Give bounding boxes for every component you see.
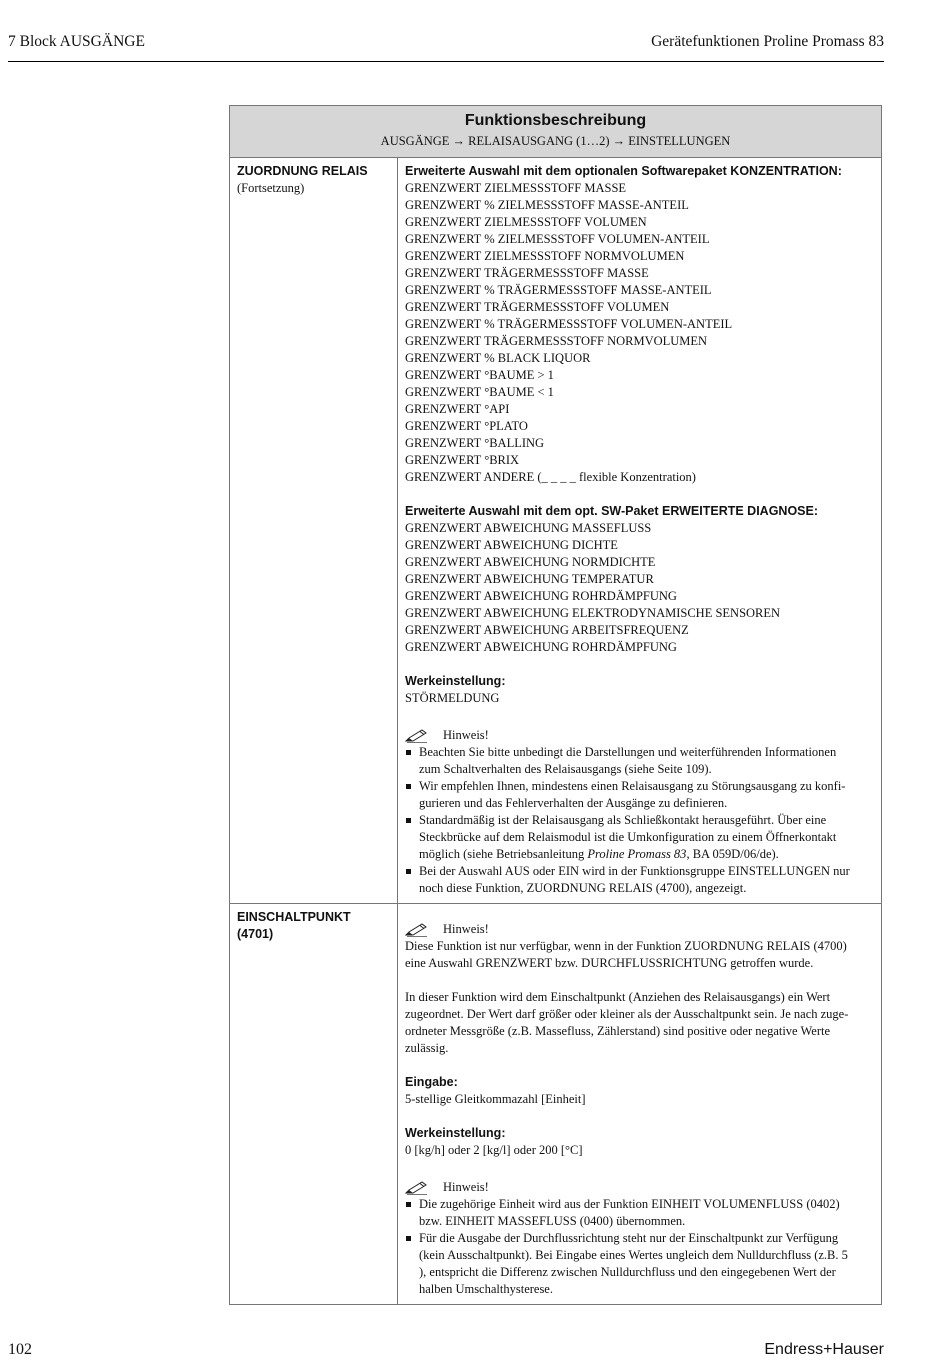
pencil-icon <box>405 729 429 743</box>
note-text: Standardmäßig ist der Relaisausgang als Schließkontakt herausgeführt. Über eine <box>419 813 827 827</box>
note-text: eine Auswahl GRENZWERT bzw. DURCHFLUSSRICHTUNG getroffen wurde. <box>405 956 814 970</box>
default-value: 0 [kg/h] oder 2 [kg/l] oder 200 [°C] <box>405 1143 583 1157</box>
note-text: gurieren und das Fehlerverhalten der Ausgänge zu definieren. <box>419 796 728 810</box>
option-item: GRENZWERT TRÄGERMESSSTOFF MASSE <box>405 266 649 280</box>
list-item <box>405 863 875 897</box>
pencil-icon <box>405 923 429 937</box>
note-text: Bei der Auswahl AUS oder EIN wird in der Funktionsgruppe EINSTELLUNGEN nur <box>419 864 850 878</box>
option-item: GRENZWERT ZIELMESSSTOFF VOLUMEN <box>405 215 647 229</box>
list-item <box>405 812 875 863</box>
table-row <box>230 158 881 904</box>
note-text: Diese Funktion ist nur verfügbar, wenn in der Funktion ZUORDNUNG RELAIS (4700) <box>405 939 847 953</box>
diagnose-heading: Erweiterte Auswahl mit dem opt. SW-Paket ERWEITERTE DIAGNOSE: <box>405 504 819 518</box>
option-item: GRENZWERT °API <box>405 402 510 416</box>
note-list <box>405 744 875 897</box>
option-item: GRENZWERT ABWEICHUNG ARBEITSFREQUENZ <box>405 623 689 637</box>
option-item: GRENZWERT % ZIELMESSSTOFF MASSE-ANTEIL <box>405 198 689 212</box>
chapter-header: 7 Block AUSGÄNGE <box>8 33 145 50</box>
function-code: (4701) <box>237 927 274 941</box>
note-label: Hinweis! <box>443 922 489 936</box>
function-name-cell <box>230 158 398 903</box>
note-list <box>405 1196 875 1298</box>
table-title: Funktionsbeschreibung <box>464 112 647 129</box>
note-text-part: möglich (siehe Betriebsanleitung <box>419 847 588 861</box>
function-description-cell <box>398 158 881 903</box>
input-value: 5-stellige Gleitkommazahl [Einheit] <box>405 1092 586 1106</box>
function-table <box>229 105 882 1305</box>
description-text: zugeordnet. Der Wert darf größer oder kleiner als der Ausschaltpunkt sein. Je nach zuge- <box>405 1007 849 1021</box>
function-subtitle: (Fortsetzung) <box>237 181 305 195</box>
note-text: Beachten Sie bitte unbedingt die Darstellungen und weiterführenden Informationen <box>419 745 837 759</box>
table-header <box>230 106 881 158</box>
option-item: GRENZWERT ABWEICHUNG NORMDICHTE <box>405 555 656 569</box>
option-item: GRENZWERT ABWEICHUNG ROHRDÄMPFUNG <box>405 589 677 603</box>
note-text: Steckbrücke auf dem Relaismodul ist die Umkonfiguration zu einem Öffnerkontakt <box>419 830 837 844</box>
note-header <box>405 727 875 744</box>
brand-name: Endress+Hauser <box>764 1341 884 1358</box>
note-text: bzw. EINHEIT MASSEFLUSS (0400) übernommen. <box>419 1214 686 1228</box>
default-value: STÖRMELDUNG <box>405 691 500 705</box>
table-path: AUSGÄNGE → RELAISAUSGANG (1…2) → EINSTELLUNGEN <box>380 134 731 148</box>
option-item: GRENZWERT °BRIX <box>405 453 520 467</box>
option-item: GRENZWERT °BAUME > 1 <box>405 368 554 382</box>
manual-title: Proline Promass 83 <box>587 847 687 861</box>
function-name: ZUORDNUNG RELAIS <box>237 164 368 178</box>
list-item <box>405 1230 875 1298</box>
note-text: noch diese Funktion, ZUORDNUNG RELAIS (4700), angezeigt. <box>419 881 747 895</box>
note-text-part: , BA 059D/06/de). <box>686 847 779 861</box>
option-item: GRENZWERT °BALLING <box>405 436 545 450</box>
option-item: GRENZWERT ZIELMESSSTOFF MASSE <box>405 181 627 195</box>
description-text: zulässig. <box>405 1041 449 1055</box>
note-text: Für die Ausgabe der Durchflussrichtung steht nur der Einschaltpunkt zur Verfügung <box>419 1231 839 1245</box>
option-item: GRENZWERT ABWEICHUNG ELEKTRODYNAMISCHE SENSOREN <box>405 606 781 620</box>
note-text: Die zugehörige Einheit wird aus der Funktion EINHEIT VOLUMENFLUSS (0402) <box>419 1197 840 1211</box>
header-rule <box>8 61 884 62</box>
option-item: GRENZWERT ANDERE (_ _ _ _ flexible Konzentration) <box>405 470 696 484</box>
option-item: GRENZWERT ABWEICHUNG ROHRDÄMPFUNG <box>405 640 677 654</box>
note-text: (kein Ausschaltpunkt). Bei Eingabe eines Wertes ungleich dem Nulldurchfluss (z.B. 5 <box>419 1248 848 1262</box>
list-item <box>405 744 875 778</box>
konzentration-list <box>405 180 875 486</box>
note-label: Hinweis! <box>443 1180 489 1194</box>
option-item: GRENZWERT °PLATO <box>405 419 528 433</box>
input-label: Eingabe: <box>405 1075 458 1089</box>
option-item: GRENZWERT % BLACK LIQUOR <box>405 351 591 365</box>
note-text: halben Umschalthysterese. <box>419 1282 553 1296</box>
diagnose-list <box>405 520 875 656</box>
note-header <box>405 1179 875 1196</box>
function-name: EINSCHALTPUNKT <box>237 910 351 924</box>
option-item: GRENZWERT ZIELMESSSTOFF NORMVOLUMEN <box>405 249 685 263</box>
note-text <box>419 846 875 863</box>
option-item: GRENZWERT ABWEICHUNG TEMPERATUR <box>405 572 654 586</box>
note-label: Hinweis! <box>443 728 489 742</box>
option-item: GRENZWERT °BAUME < 1 <box>405 385 554 399</box>
option-item: GRENZWERT % TRÄGERMESSSTOFF VOLUMEN-ANTEIL <box>405 317 733 331</box>
table-row <box>230 904 881 1304</box>
option-item: GRENZWERT % TRÄGERMESSSTOFF MASSE-ANTEIL <box>405 283 712 297</box>
function-name-cell <box>230 904 398 1304</box>
list-item <box>405 1196 875 1230</box>
konzentration-heading: Erweiterte Auswahl mit dem optionalen Softwarepaket KONZENTRATION: <box>405 164 842 178</box>
document-header: Gerätefunktionen Proline Promass 83 <box>651 33 884 50</box>
option-item: GRENZWERT TRÄGERMESSSTOFF VOLUMEN <box>405 300 670 314</box>
pencil-icon <box>405 1181 429 1195</box>
list-item <box>405 778 875 812</box>
default-label: Werkeinstellung: <box>405 1126 506 1140</box>
description-text: In dieser Funktion wird dem Einschaltpunkt (Anziehen des Relaisausgangs) ein Wert <box>405 990 831 1004</box>
page-number: 102 <box>8 1341 32 1358</box>
note-text: zum Schaltverhalten des Relaisausgangs (siehe Seite 109). <box>419 762 712 776</box>
option-item: GRENZWERT TRÄGERMESSSTOFF NORMVOLUMEN <box>405 334 708 348</box>
option-item: GRENZWERT ABWEICHUNG MASSEFLUSS <box>405 521 652 535</box>
default-label: Werkeinstellung: <box>405 674 506 688</box>
option-item: GRENZWERT ABWEICHUNG DICHTE <box>405 538 618 552</box>
option-item: GRENZWERT % ZIELMESSSTOFF VOLUMEN-ANTEIL <box>405 232 710 246</box>
description-text: ordneter Messgröße (z.B. Massefluss, Zählerstand) sind positive oder negative Werte <box>405 1024 831 1038</box>
function-description-cell <box>398 904 881 1304</box>
note-text: Wir empfehlen Ihnen, mindestens einen Relaisausgang zu Störungsausgang zu konfi- <box>419 779 846 793</box>
note-text: ), entspricht die Differenz zwischen Nulldurchfluss und den eingegebenen Wert der <box>419 1265 836 1279</box>
note-header <box>405 921 875 938</box>
